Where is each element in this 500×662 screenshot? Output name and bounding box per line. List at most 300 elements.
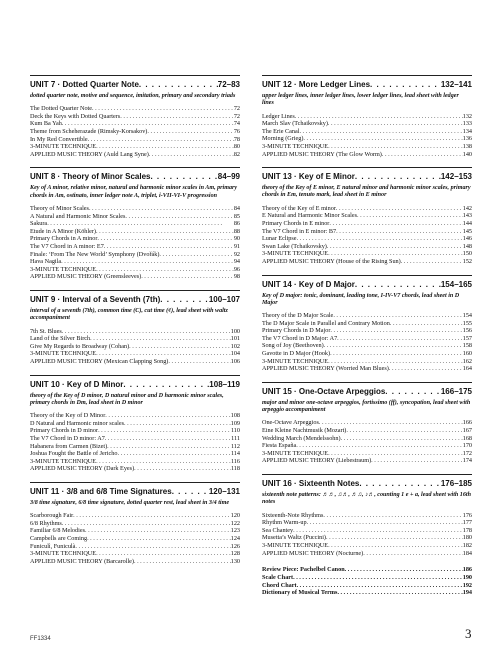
entry-title: 3-MINUTE TECHNIQUE [30, 457, 97, 465]
unit-section [262, 382, 472, 465]
entry-page: 142 [462, 204, 472, 212]
entry-page: 76 [233, 128, 240, 136]
toc-entry [30, 412, 240, 420]
leader-dots [129, 343, 231, 351]
leader-dots [107, 443, 231, 451]
toc-entry [30, 350, 240, 358]
entry-title: Scale Chart [262, 573, 294, 581]
leader-dots [90, 335, 231, 343]
entry-page: 112 [230, 442, 240, 450]
unit-description: sixteenth note patterns: ♬♬, ♫♬, ♬♫, ♪♬, counting 1 e + a, lead sheet with 16th notes [262, 492, 471, 506]
toc-entry [262, 212, 472, 220]
leader-dots [303, 135, 462, 143]
leader-dots [117, 450, 230, 458]
toc-entry [262, 427, 472, 435]
toc-entry [262, 350, 472, 358]
unit-description: major and minor one-octave arpeggios, fortissimo (ff), syncopation, lead sheet with arpeggio accompaniment [262, 399, 471, 414]
entry-page: 74 [233, 120, 240, 128]
leader-dots [328, 250, 463, 258]
toc-entry [262, 228, 472, 236]
entry-title: Musetta’s Waltz (Puccini) [262, 534, 326, 542]
leader-dots [96, 550, 231, 558]
toc-entry [30, 335, 240, 343]
leader-dots [172, 487, 209, 497]
entry-list [30, 105, 240, 158]
toc-entry [262, 527, 472, 535]
toc-entry [30, 235, 240, 243]
unit-description: theory of the Key of E minor, E natural minor and harmonic minor scales, primary chords in Em, tenuto mark, lead sheet in E minor [262, 185, 471, 199]
toc-entry [30, 543, 240, 551]
leader-dots [47, 220, 234, 228]
entry-page: 148 [462, 242, 472, 250]
leader-dots [345, 566, 463, 574]
toc-entry [30, 443, 240, 451]
entry-title: Lunar Eclipse [262, 235, 297, 243]
toc-entry [262, 358, 472, 366]
entry-page: 96 [233, 265, 240, 273]
toc-entry [30, 512, 240, 520]
entry-page: 86 [233, 220, 240, 228]
unit-description: Key of D major: tonic, dominant, leading tone, I-IV-V7 chords, lead sheet in D Major [262, 292, 460, 306]
entry-title: Habanera from Carmen (Bizet) [30, 442, 108, 450]
entry-title: Theory of the Key of E minor [262, 204, 336, 212]
leader-dots [355, 280, 441, 290]
entry-page: 111 [231, 434, 240, 442]
entry-page: 174 [462, 457, 472, 465]
entry-page: 150 [462, 250, 472, 258]
leader-dots [85, 527, 231, 535]
toc-entry [262, 442, 472, 450]
unit-page-range: 176–185 [440, 479, 472, 488]
toc-entry [262, 419, 472, 427]
entry-title: Morning (Grieg) [262, 135, 304, 143]
entry-page: 172 [462, 449, 472, 457]
leader-dots [75, 543, 230, 551]
entry-page: 110 [230, 427, 240, 435]
toc-entry [30, 427, 240, 435]
entry-title: APPLIED MUSIC THEORY (The Glow Worm) [262, 150, 382, 158]
unit-section [262, 75, 472, 158]
entry-title: Sakura [30, 220, 48, 228]
leader-dots [297, 582, 463, 590]
toc-entry [262, 243, 472, 251]
toc-entry [30, 328, 240, 336]
entry-title: Fiesta España [262, 442, 297, 450]
unit-section [30, 482, 240, 565]
leader-dots [124, 420, 231, 428]
leader-dots [61, 258, 234, 266]
entry-page: 158 [462, 342, 472, 350]
entry-title: Joshua Fought the Battle of Jericho [30, 450, 118, 458]
entry-title: The Dotted Quarter Note [30, 105, 93, 113]
entry-page: 170 [462, 442, 472, 450]
entry-page: 109 [230, 419, 240, 427]
toc-right-column [262, 75, 472, 597]
toc-entry [262, 342, 472, 350]
back-matter-entry [262, 566, 472, 574]
entry-title: Theme from Scheherazade (Rimsky-Korsakov) [30, 128, 148, 136]
entry-page: 108 [230, 412, 240, 420]
entry-title: 3-MINUTE TECHNIQUE [30, 265, 97, 273]
toc-entry [30, 266, 240, 274]
toc-entry [30, 450, 240, 458]
toc-entry [30, 465, 240, 473]
entry-title: APPLIED MUSIC THEORY (House of the Rising Sun) [262, 257, 401, 265]
entry-page: 156 [462, 327, 472, 335]
entry-page: 94 [233, 258, 240, 266]
leader-dots [139, 80, 218, 90]
entry-title: Primary Chords in E minor [262, 219, 330, 227]
entry-title: Wedding March (Mendelssohn) [262, 434, 341, 442]
entry-list [262, 512, 472, 558]
leader-dots [327, 243, 463, 251]
leader-dots [105, 412, 230, 420]
unit-section [262, 275, 472, 373]
entry-title: 3-MINUTE TECHNIQUE [30, 550, 97, 558]
leader-dots [328, 143, 463, 151]
leader-dots [330, 327, 462, 335]
entry-title: Theory of Minor Scales [30, 205, 89, 213]
entry-title: APPLIED MUSIC THEORY (Dark Eyes) [30, 465, 135, 473]
toc-entry [30, 128, 240, 136]
unit-section [30, 167, 240, 281]
entry-title: One-Octave Arpeggios [262, 419, 319, 427]
toc-entry [262, 113, 472, 121]
unit-page-range: 132–141 [440, 80, 472, 89]
unit-page-range: 154–165 [440, 279, 472, 289]
entry-page: 101 [230, 335, 240, 343]
leader-dots [92, 105, 234, 113]
toc-entry [30, 343, 240, 351]
entry-title: APPLIED MUSIC THEORY (Greensleeves) [30, 273, 142, 281]
entry-page: 164 [462, 365, 472, 373]
entry-page: 82 [233, 150, 240, 158]
entry-list [30, 205, 240, 281]
entry-page: 145 [462, 227, 472, 235]
leader-dots [385, 387, 441, 397]
unit-title: UNIT 9 · Interval of a Seventh (7th) [30, 294, 161, 304]
leader-dots [359, 479, 440, 489]
leader-dots [96, 266, 234, 274]
leader-dots [390, 320, 463, 328]
unit-section [30, 75, 240, 158]
entry-title: A Natural and Harmonic Minor Scales [30, 212, 126, 220]
leader-dots [73, 512, 231, 520]
toc-entry [262, 128, 472, 136]
unit-description: 3/8 time signature, 6/8 time signature, dotted quarter rest, lead sheet in 3/4 time [30, 499, 230, 506]
leader-dots [355, 172, 441, 182]
leader-dots [96, 350, 231, 358]
leader-dots [89, 205, 234, 213]
toc-entry [30, 205, 240, 213]
entry-title: Primary Chords in D minor [30, 427, 99, 435]
toc-entry [262, 542, 472, 550]
entry-page: 167 [462, 427, 472, 435]
entry-page: 78 [233, 135, 240, 143]
toc-entry [30, 527, 240, 535]
entry-page: 143 [462, 212, 472, 220]
leader-dots [160, 295, 209, 305]
entry-title: 3-MINUTE TECHNIQUE [262, 250, 329, 258]
toc-entry [262, 312, 472, 320]
toc-entry [30, 136, 240, 144]
toc-entry [262, 258, 472, 266]
entry-title: Funiculì, Funiculà [30, 542, 76, 550]
unit-title: UNIT 12 · More Ledger Lines [262, 80, 371, 89]
leader-dots [382, 151, 463, 159]
leader-dots [363, 550, 462, 558]
unit-page-range: 100–107 [208, 294, 240, 304]
entry-title: 3-MINUTE TECHNIQUE [262, 357, 329, 365]
entry-list [262, 419, 472, 465]
leader-dots [62, 120, 234, 128]
unit-heading [30, 80, 240, 90]
entry-page: 160 [462, 350, 472, 358]
unit-page-range: 166–175 [440, 386, 472, 396]
toc-entry [262, 335, 472, 343]
entry-title: Finale: ‘From The New World’ Symphony (Dvořák) [30, 250, 160, 258]
entry-page: 166 [462, 419, 472, 427]
toc-entry [30, 105, 240, 113]
entry-title: Land of the Silver Birch [30, 335, 91, 343]
unit-title: UNIT 15 · One-Octave Arpeggios [262, 386, 386, 396]
toc-entry [30, 113, 240, 121]
entry-title: 7th St. Blues [30, 327, 62, 335]
entry-title: Gavotte in D Major (Hook) [262, 350, 331, 358]
leader-dots [319, 419, 463, 427]
entry-list [262, 312, 472, 373]
entry-page: 184 [462, 549, 472, 557]
toc-entry [262, 457, 472, 465]
toc-entry [262, 220, 472, 228]
unit-title: UNIT 16 · Sixteenth Notes [262, 479, 360, 488]
leader-dots [98, 427, 231, 435]
entry-page: 132 [462, 112, 472, 120]
entry-title: APPLIED MUSIC THEORY (Auld Lang Syne) [30, 150, 149, 158]
toc-entry [262, 120, 472, 128]
entry-page: 122 [230, 519, 240, 527]
toc-entry [262, 250, 472, 258]
unit-description: theory of the Key of D minor, D natural minor and D harmonic minor scales, primary chords in Dm, lead sheet in D minor [30, 392, 224, 406]
page-number: 3 [465, 626, 472, 641]
entry-page: 134 [462, 127, 472, 135]
entry-page: 194 [462, 589, 472, 597]
entry-title: Theory of the Key of D Minor [30, 412, 106, 420]
toc-entry [262, 327, 472, 335]
leader-dots [149, 151, 234, 159]
unit-heading [30, 487, 240, 497]
unit-heading [30, 380, 240, 390]
unit-page-range: 84–99 [217, 172, 240, 182]
toc-entry [262, 512, 472, 520]
unit-heading [30, 295, 240, 305]
entry-title: Campbells are Coming [30, 534, 88, 542]
entry-page: 162 [462, 357, 472, 365]
toc-entry [30, 558, 240, 566]
toc-entry [262, 320, 472, 328]
entry-page: 180 [462, 534, 472, 542]
unit-title: UNIT 8 · Theory of Minor Scales [30, 172, 151, 182]
toc-entry [262, 365, 472, 373]
leader-dots [337, 335, 463, 343]
entry-page: 126 [230, 542, 240, 550]
entry-page: 176 [462, 511, 472, 519]
toc-entry [30, 520, 240, 528]
toc-entry [262, 519, 472, 527]
leader-dots [293, 527, 463, 535]
entry-title: The V7 Chord in D Major: A7 [262, 334, 338, 342]
back-matter-entry [262, 574, 472, 582]
entry-title: 3-MINUTE TECHNIQUE [262, 449, 329, 457]
toc-entry [30, 458, 240, 466]
leader-dots [96, 228, 234, 236]
unit-title: UNIT 7 · Dotted Quarter Note [30, 80, 139, 89]
entry-title: 3-MINUTE TECHNIQUE [30, 350, 97, 358]
toc-entry [30, 535, 240, 543]
entry-page: 104 [230, 350, 240, 358]
leader-dots [337, 589, 462, 597]
unit-heading [262, 80, 472, 90]
entry-page: 102 [230, 342, 240, 350]
leader-dots [323, 512, 462, 520]
entry-title: Eine Kleine Nachtmusik (Mozart) [262, 427, 347, 435]
unit-title: UNIT 10 · Key of D Minor [30, 379, 124, 389]
entry-list [262, 205, 472, 266]
toc-entry [262, 450, 472, 458]
toc-entry [30, 273, 240, 281]
entry-title: Dictionary of Musical Terms [262, 589, 338, 597]
entry-page: 90 [233, 235, 240, 243]
unit-description: interval of a seventh (7th), common time (C), cut time (¢), lead sheet with waltz accompaniment [30, 307, 228, 322]
leader-dots [371, 457, 463, 465]
leader-dots [125, 213, 233, 221]
leader-dots [97, 235, 233, 243]
leader-dots [401, 258, 463, 266]
entry-title: Rhythm Warm-up [262, 519, 307, 527]
leader-dots [328, 450, 463, 458]
entry-title: APPLIED MUSIC THEORY (Nocturne) [262, 549, 364, 557]
leader-dots [297, 235, 463, 243]
unit-description: Key of A minor, relative minor, natural and harmonic minor scales in Am, primary chords in Am, ostinato, inner ledger note A, triplet, i-VII-VI-V progression [30, 185, 238, 199]
unit-section [30, 290, 240, 366]
leader-dots [168, 358, 230, 366]
leader-dots [96, 143, 234, 151]
entry-title: Primary Chords in D Major [262, 327, 331, 335]
leader-dots [299, 128, 462, 136]
entry-page: 100 [230, 327, 240, 335]
toc-left-column [30, 75, 240, 574]
entry-title: Swan Lake (Tchaikovsky) [262, 242, 327, 250]
unit-heading [262, 387, 472, 397]
catalog-code: FF1334 [30, 636, 51, 642]
leader-dots [134, 465, 231, 473]
entry-page: 120 [230, 512, 240, 520]
entry-title: Sea Chantey [262, 526, 294, 534]
toc-entry [30, 120, 240, 128]
entry-page: 92 [233, 250, 240, 258]
entry-title: In My Red Convertible [30, 135, 88, 143]
back-matter-entry [262, 589, 472, 597]
leader-dots [329, 220, 462, 228]
entry-page: 98 [233, 273, 240, 281]
leader-dots [336, 205, 463, 213]
entry-title: Primary Chords in A minor [30, 235, 98, 243]
entry-title: The V7 Chord in A minor: E7 [30, 243, 104, 251]
entry-page: 186 [462, 566, 472, 574]
leader-dots [293, 574, 463, 582]
entry-page: 123 [230, 527, 240, 535]
leader-dots [330, 350, 463, 358]
entry-page: 80 [233, 143, 240, 151]
entry-page: 182 [462, 541, 472, 549]
entry-page: 72 [233, 105, 240, 113]
leader-dots [147, 128, 233, 136]
entry-title: Familiar 6/8 Melodies [30, 527, 85, 535]
entry-title: Etude in A Minor (Köhler) [30, 227, 96, 235]
entry-title: APPLIED MUSIC THEORY (Barcarolle) [30, 557, 134, 565]
entry-title: APPLIED MUSIC THEORY (Mexican Clapping Song) [30, 357, 169, 365]
entry-page: 190 [462, 573, 472, 581]
entry-title: The V7 Chord in D minor: A7 [30, 434, 105, 442]
leader-dots [328, 120, 463, 128]
leader-dots [134, 558, 231, 566]
unit-page-range: 108–119 [209, 379, 240, 389]
entry-title: Song of Joy (Beethoven) [262, 342, 324, 350]
toc-entry [30, 228, 240, 236]
entry-page: 138 [462, 142, 472, 150]
unit-section [262, 474, 472, 557]
toc-entry [262, 205, 472, 213]
leader-dots [326, 534, 463, 542]
entry-page: 106 [230, 357, 240, 365]
toc-entry [262, 235, 472, 243]
unit-description: upper ledger lines, inner ledger lines, lower ledger lines, lead sheet with ledger lines [262, 93, 459, 107]
toc-entry [30, 550, 240, 558]
entry-title: Scarborough Fair [30, 512, 74, 520]
leader-dots [336, 228, 463, 236]
entry-title: 3-MINUTE TECHNIQUE [262, 541, 329, 549]
entry-title: Review Piece: Pachelbel Canon [262, 566, 345, 574]
entry-page: 177 [462, 519, 472, 527]
toc-entry [262, 135, 472, 143]
entry-title: D Natural and Harmonic minor scales [30, 419, 124, 427]
leader-dots [123, 380, 209, 390]
entry-page: 154 [462, 312, 472, 320]
entry-page: 128 [230, 550, 240, 558]
unit-heading [262, 172, 472, 182]
entry-title: Deck the Keys with Dotted Quarters [30, 112, 121, 120]
back-matter-entry [262, 582, 472, 590]
leader-dots [296, 442, 463, 450]
entry-title: 6/8 Rhythms [30, 519, 62, 527]
unit-heading [30, 172, 240, 182]
entry-page: 146 [462, 235, 472, 243]
leader-dots [328, 358, 463, 366]
entry-page: 152 [462, 257, 472, 265]
toc-entry [30, 358, 240, 366]
leader-dots [141, 273, 234, 281]
toc-entry [262, 435, 472, 443]
entry-title: Theory of the D Major Scale [262, 312, 334, 320]
entry-title: The V7 Chord in E minor: B7 [262, 227, 337, 235]
entry-page: 136 [462, 135, 472, 143]
entry-title: APPLIED MUSIC THEORY (Worried Man Blues) [262, 365, 389, 373]
entry-page: 85 [233, 212, 240, 220]
unit-title: UNIT 14 · Key of D Major [262, 279, 355, 289]
unit-section [30, 375, 240, 473]
entry-title: Chord Chart [262, 581, 297, 589]
entry-page: 168 [462, 434, 472, 442]
